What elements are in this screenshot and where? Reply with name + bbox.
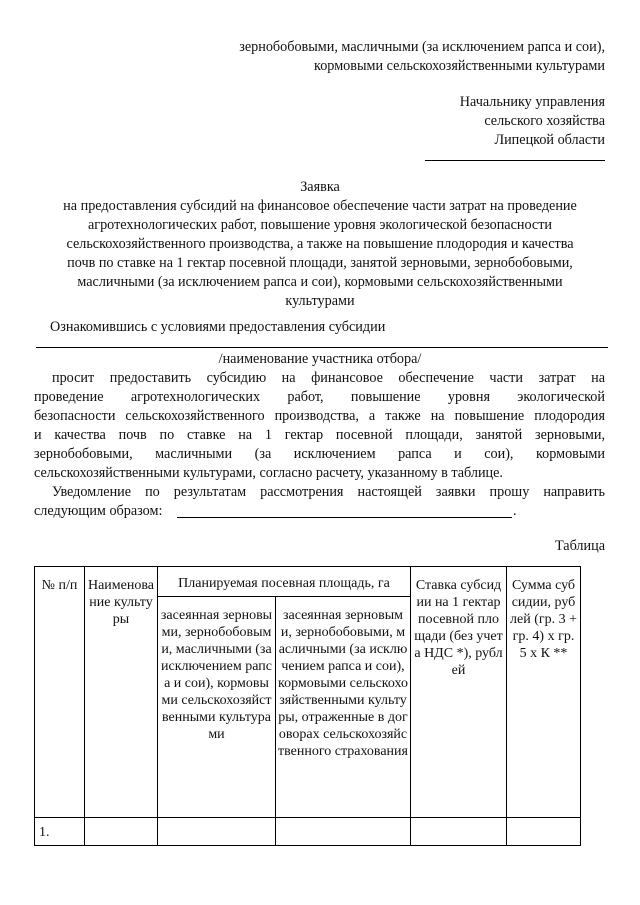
- body-line: зернобобовыми, масличными (за исключением рапса и сои), кормовыми: [34, 446, 605, 462]
- notice-line-1: Уведомление по результатам рассмотрения настоящей заявки прошу направить: [52, 484, 605, 500]
- body-line: сельскохозяйственными культурами, согласно расчету, указанному в таблице.: [34, 465, 503, 481]
- header-line-1: зернобобовыми, масличными (за исключением рапса и сои),: [239, 39, 605, 55]
- row-cell-sum[interactable]: [507, 818, 581, 846]
- subsidy-table: [34, 566, 581, 846]
- notice-line-2: следующим образом:: [34, 503, 163, 519]
- table-row: [35, 818, 581, 846]
- title-line: масличными (за исключением рапса и сои), кормовыми сельскохозяйственными: [77, 274, 563, 290]
- col-header-area-sown: засеянная зерновыми, зернобобовыми, масличными (за исключением рапса и сои), кормовыми сельскохозяйственными культурами: [158, 597, 276, 818]
- title-line: агротехнологических работ, повышение уровня экологической безопасности: [87, 217, 553, 233]
- title-line: на предоставления субсидий на финансовое обеспечение части затрат на проведение: [63, 198, 577, 214]
- table-caption: Таблица: [554, 538, 605, 554]
- row-cell-name[interactable]: [85, 818, 158, 846]
- title-line: почв по ставке на 1 гектар посевной площади, занятой зерновыми, зернобобовыми,: [67, 255, 573, 271]
- header-line-2: кормовыми сельскохозяйственными культурами: [314, 58, 605, 74]
- col-header-area-insured: засеянная зерновыми, зернобобовыми, масличными (за исключением рапса и сои), кормовыми сельскохозяйственными культуры, отраженные в договорах сельскохозяйственного страхования: [276, 597, 411, 818]
- participant-caption: /наименование участника отбора/: [218, 351, 422, 367]
- addressee-line-2: сельского хозяйства: [484, 113, 605, 129]
- col-header-num: № п/п: [35, 567, 85, 818]
- row-cell-area-insured[interactable]: [276, 818, 411, 846]
- row-cell-rate[interactable]: [411, 818, 507, 846]
- col-header-area: Планируемая посевная площадь, га: [158, 567, 411, 597]
- col-header-name: Наименование культуры: [85, 567, 158, 818]
- addressee-line-3: Липецкой области: [494, 132, 605, 148]
- body-line: и качества почв по ставке на 1 гектар посевной площади, занятой зерновыми,: [34, 427, 605, 443]
- addressee-signature-line: [425, 160, 605, 161]
- addressee-line-1: Начальнику управления: [459, 94, 605, 110]
- title-line: культурами: [285, 293, 355, 309]
- document-title: Заявка: [300, 179, 340, 195]
- body-line: проведение агротехнологических работ, повышение уровня экологической: [34, 389, 605, 405]
- col-header-rate: Ставка субсидии на 1 гектар посевной площади (без учета НДС *), рублей: [411, 567, 507, 818]
- col-header-sum: Сумма субсидии, рублей (гр. 3 + гр. 4) х гр. 5 х К **: [507, 567, 581, 818]
- participant-name-line[interactable]: [36, 347, 608, 348]
- notice-address-line[interactable]: [177, 517, 512, 518]
- body-line: просит предоставить субсидию на финансовое обеспечение части затрат на: [52, 370, 605, 386]
- notice-end: .: [513, 503, 517, 519]
- intro-text: Ознакомившись с условиями предоставления субсидии: [50, 319, 386, 335]
- title-line: сельскохозяйственного производства, а также на повышение плодородия и качества: [66, 236, 574, 252]
- body-line: безопасности сельскохозяйственного производства, а также на повышение плодородия: [34, 408, 605, 424]
- row-cell-area-sown[interactable]: [158, 818, 276, 846]
- row-num: 1.: [35, 818, 85, 846]
